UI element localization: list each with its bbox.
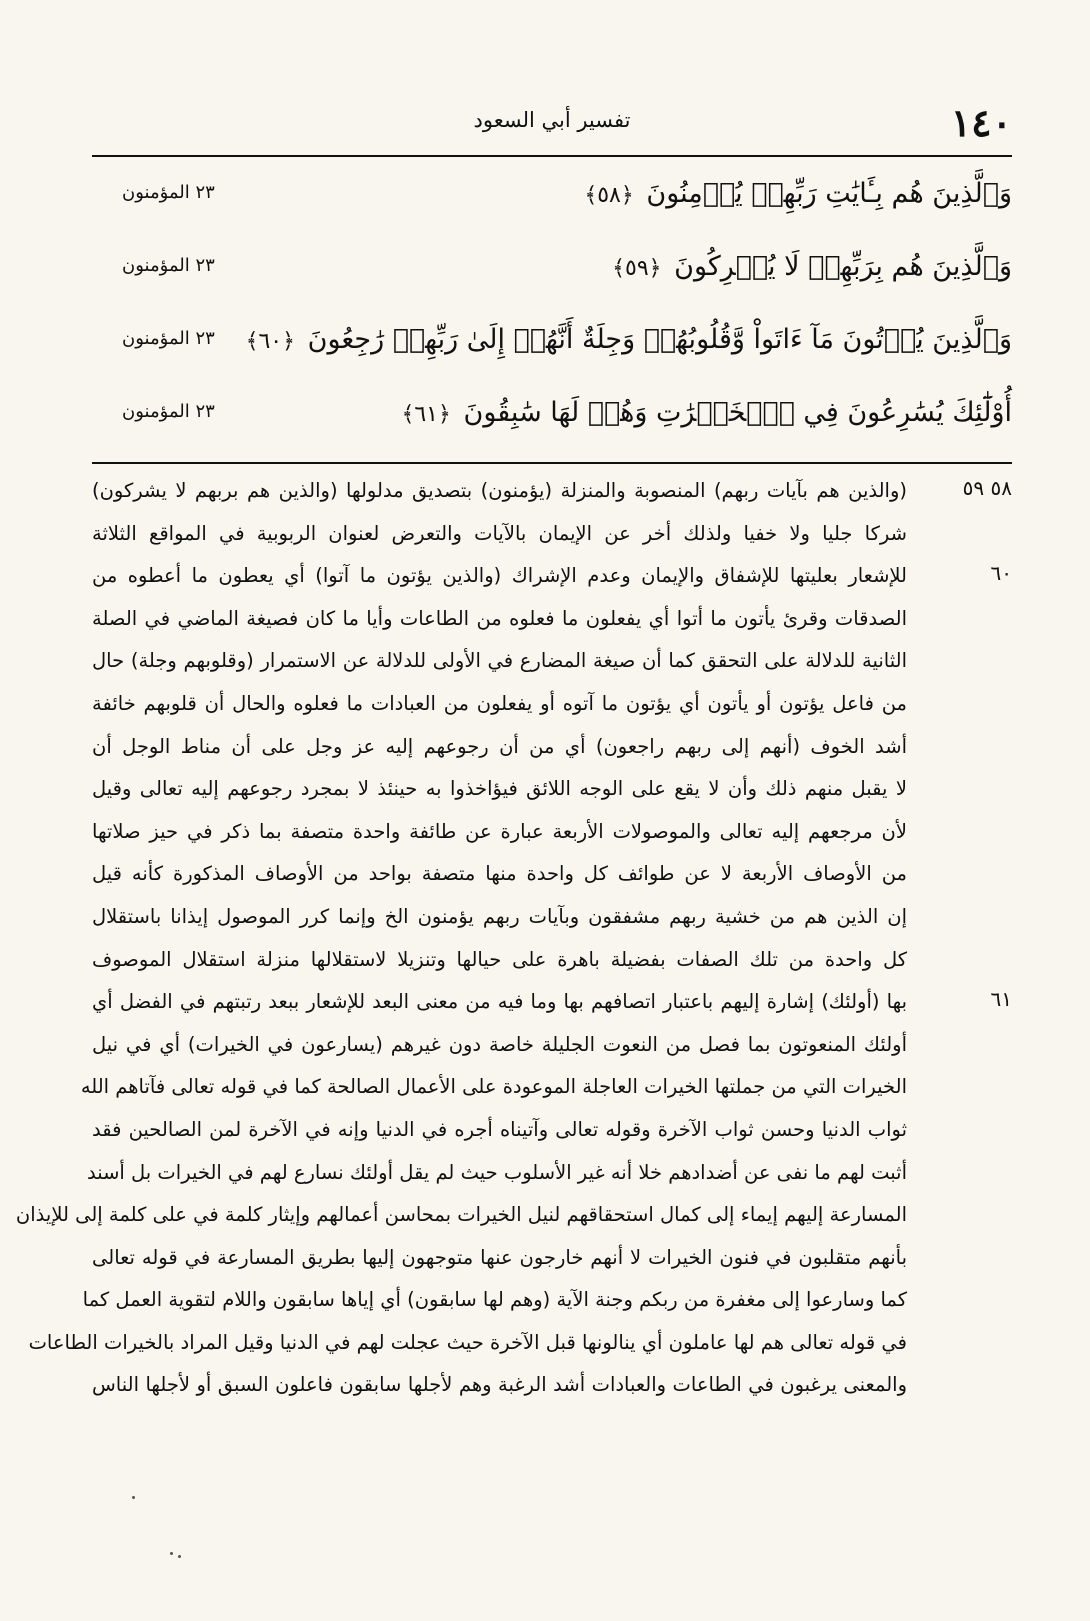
commentary-line	[92, 768, 1012, 811]
commentary-text: بها (أولئك) إشارة إليهم باعتبار اتصافهم بها وما فيه من معنى البعد للإشعار ببعد رتبتهم في الفضل أي	[92, 990, 907, 1014]
verse-number-margin: ٦١	[990, 987, 1012, 1012]
surah-reference: ٢٣ المؤمنون	[122, 255, 215, 276]
commentary-text: كل واحدة من تلك الصفات بفضيلة باهرة على حيالها وتنزيلا لاستقلالها منزلة استقلال الموصوف	[92, 947, 907, 971]
commentary-line	[92, 939, 1012, 982]
verses-divider	[92, 462, 1012, 464]
ayah-number: ﴿٦١﴾	[401, 402, 451, 427]
commentary-block	[15, 470, 1012, 1407]
commentary-text: من فاعل يؤتون أو يأتون أي يؤتون ما آتوه أو يفعلون من العبادات ما فعلوه والحال أن قلوبهم خائفة	[92, 691, 907, 715]
verse-text: أُوْلَٰٓئِكَ يُسَٰرِعُونَ فِي ٱلۡخَيۡرَٰتِ وَهُمۡ لَهَا سَٰبِقُونَ ﴿٦١﴾	[401, 397, 1012, 428]
commentary-line	[80, 1066, 1012, 1109]
surah-reference: ٢٣ المؤمنون	[122, 182, 215, 203]
commentary-text: الخيرات التي من جملتها الخيرات العاجلة الموعودة على الأعمال الصالحة كما في قوله تعالى فآتاهم الله	[80, 1075, 907, 1099]
commentary-text: في قوله تعالى هم لها عاملون أي ينالونها قبل الآخرة حيث عجلت لهم في الدنيا وقيل المراد بالخيرات الطاعات	[28, 1330, 907, 1354]
header-divider	[92, 155, 1012, 157]
verse-text: وَٱلَّذِينَ يُؤۡتُونَ مَآ ءَاتَواْ وَّقُلُوبُهُمۡ وَجِلَةٌ أَنَّهُمۡ إِلَىٰ رَبِّهِمۡ رَٰجِعُونَ ﴿٦٠﴾	[245, 324, 1012, 355]
verse-number-margin: ٦٠	[990, 561, 1012, 586]
commentary-line	[92, 1237, 1012, 1280]
commentary-text: للإشعار بعليتها للإشفاق والإيمان وعدم الإشراك (والذين يؤتون ما آتوا) أي يعطون ما أعطوه من	[92, 564, 907, 588]
commentary-text: شركا جليا ولا خفيا ولذلك أخر عن الإيمان بالآيات والتعرض لعنوان الربوبية في المواقع الثلاثة	[92, 521, 907, 545]
book-title: تفسير أبي السعود	[473, 108, 631, 132]
commentary-text: أولئك المنعوتون بما فصل من النعوت الجليلة خاصة دون غيرهم (يسارعون في الخيرات) أي في نيل	[92, 1032, 907, 1056]
page-number: ١٤٠	[950, 100, 1012, 145]
scan-speck	[132, 1496, 135, 1499]
commentary-line	[92, 896, 1012, 939]
commentary-line	[92, 981, 1012, 1024]
commentary-line	[92, 640, 1012, 683]
commentary-text: والمعنى يرغبون في الطاعات والعبادات أشد الرغبة وهم لأجلها سابقون فاعلون السبق أو لأجلها الناس	[92, 1373, 907, 1397]
verse-row	[92, 241, 1012, 314]
commentary-text: لا يقبل منهم ذلك وأن لا يقع على الوجه اللائق فيؤاخذوا به حينئذ لا بمجرد رجوعهم إليه تعالى وقيل	[92, 777, 907, 801]
commentary-line	[15, 1194, 1012, 1237]
ayah-number: ﴿٥٩﴾	[612, 256, 662, 281]
commentary-line	[92, 1024, 1012, 1067]
verse-text: وَٱلَّذِينَ هُم بِـَٔايَٰتِ رَبِّهِمۡ يُؤۡمِنُونَ ﴿٥٨﴾	[584, 178, 1012, 209]
commentary-text: ثواب الدنيا وحسن ثواب الآخرة وقوله تعالى وآتيناه أجره في الدنيا وإنه في الآخرة لمن الصالحين فقد	[92, 1117, 907, 1141]
surah-reference: ٢٣ المؤمنون	[122, 328, 215, 349]
verse-text: وَٱلَّذِينَ هُم بِرَبِّهِمۡ لَا يُشۡرِكُونَ ﴿٥٩﴾	[612, 251, 1012, 282]
page-header	[92, 100, 1012, 152]
commentary-text: أثبت لهم ما نفى عن أضدادهم خلا أنه غير الأسلوب حيث لم يقل أولئك نسارع لهم في الخيرات بل أسند	[86, 1160, 907, 1184]
commentary-text: إن الذين هم من خشية ربهم مشفقون وبآيات ربهم يؤمنون الخ وإنما كرر الموصول إيذانا باستقلال	[92, 904, 907, 928]
commentary-line	[92, 683, 1012, 726]
surah-reference: ٢٣ المؤمنون	[122, 401, 215, 422]
commentary-line	[92, 598, 1012, 641]
commentary-text: كما وسارعوا إلى مغفرة من ربكم وجنة الآية (وهم لها سابقون) أي إياها سابقون واللام لتقوية العمل كما	[82, 1288, 907, 1312]
scan-speck	[178, 1555, 181, 1558]
commentary-line	[92, 1364, 1012, 1407]
commentary-text: الصدقات وقرئ يأتون ما أتوا أي يفعلون ما فعلوه من الطاعات وأيا ما كان فصيغة الماضي في الصلة	[92, 606, 907, 630]
commentary-text: المسارعة إليهم إيماء إلى كمال استحقاقهم لنيل الخيرات بمحاسن أعمالهم وإيثار كلمة في على كلمة إلى للإيذان	[15, 1203, 907, 1227]
verse-row	[92, 314, 1012, 387]
commentary-text: (والذين هم بآيات ربهم) المنصوبة والمنزلة (يؤمنون) بتصديق مدلولها (والذين هم بربهم لا يشركون)	[92, 479, 907, 502]
commentary-line	[82, 1279, 1012, 1322]
commentary-text: الثانية للدلالة على التحقق كما أن صيغة المضارع في الأولى للدلالة عن الاستمرار (وقلوبهم وجلة) حال	[92, 649, 907, 673]
commentary-text: من الأوصاف الأربعة لا عن طوائف كل واحدة منها متصفة بواحد من الأوصاف المذكورة كأنه قيل	[92, 862, 907, 886]
ayah-number: ﴿٦٠﴾	[245, 329, 296, 354]
commentary-line	[92, 555, 1012, 598]
commentary-line	[92, 726, 1012, 769]
ayah-number: ﴿٥٨﴾	[584, 183, 634, 208]
commentary-line	[92, 811, 1012, 854]
verse-row	[92, 387, 1012, 460]
commentary-text: أشد الخوف (أنهم إلى ربهم راجعون) أي من أن رجوعهم إليه عز وجل على أن مناط الوجل أن	[92, 734, 907, 758]
commentary-line	[92, 853, 1012, 896]
commentary-line	[92, 470, 1012, 513]
commentary-line	[28, 1322, 1012, 1365]
commentary-line	[92, 513, 1012, 556]
verse-number-margin: ٥٨ ٥٩	[962, 476, 1012, 500]
commentary-text: لأن مرجعهم إليه تعالى والموصولات الأربعة عبارة عن طائفة واحدة متصفة بما ذكر في حيز صلاتها	[92, 819, 907, 843]
commentary-text: بأنهم متقلبون في فنون الخيرات لا أنهم خارجون عنها متوجهون إليها بطريق المسارعة في قوله تعالى	[92, 1245, 907, 1269]
verse-row	[92, 168, 1012, 241]
commentary-line	[92, 1109, 1012, 1152]
commentary-line	[86, 1152, 1012, 1195]
quran-verses	[92, 168, 1012, 460]
scan-speck	[170, 1552, 173, 1555]
